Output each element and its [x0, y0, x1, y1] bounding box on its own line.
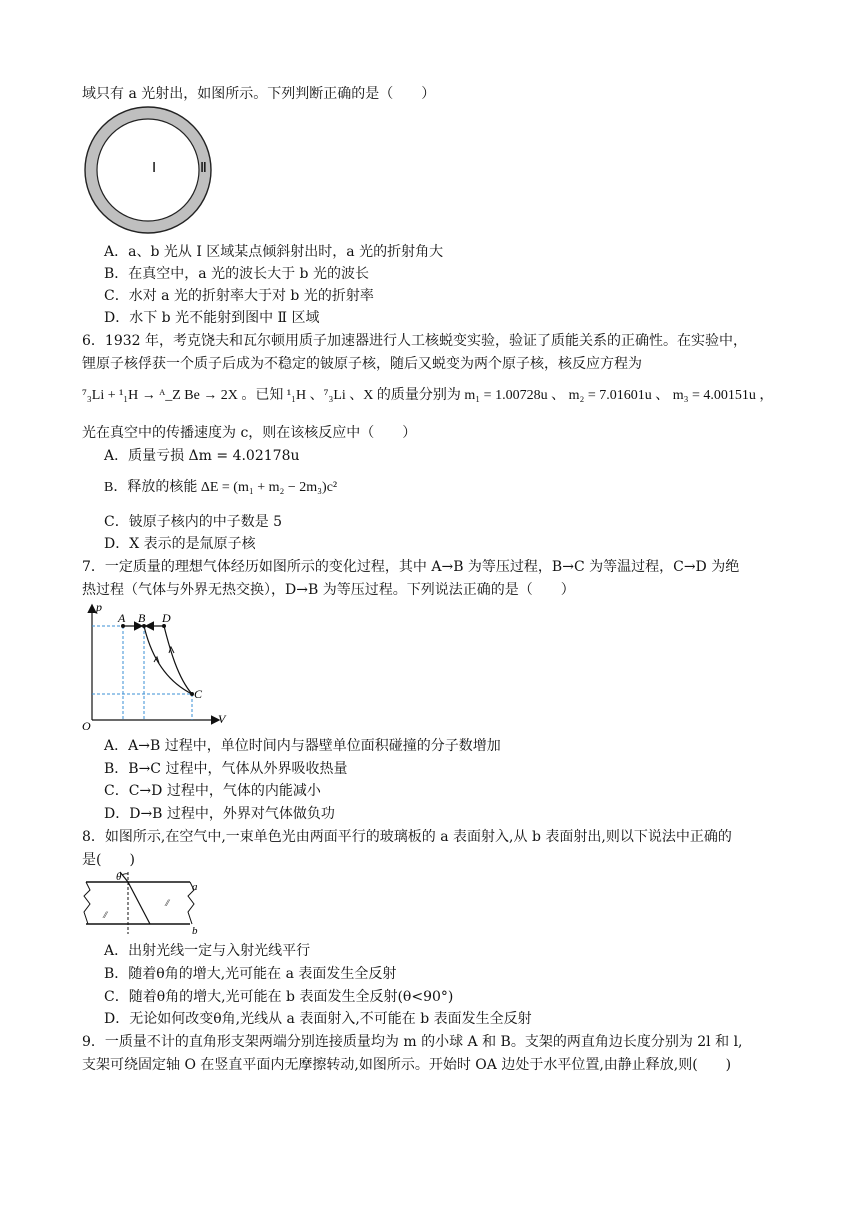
- q9-stem-line-2: 支架可绕固定轴 O 在竖直平面内无摩擦转动,如图所示。开始时 OA 边处于水平位置,由静止释放,则( ): [82, 1057, 732, 1073]
- question-5-stem-tail: 域只有 a 光射出，如图所示。下列判断正确的是（ ）: [82, 86, 436, 102]
- q5-option-a: A．a、b 光从 Ⅰ 区域某点倾斜射出时，a 光的折射角大: [104, 244, 444, 260]
- p-axis-label: p: [96, 600, 102, 614]
- label-region-i: Ⅰ: [152, 161, 157, 176]
- q7-option-a: A．A→B 过程中，单位时间内与器壁单位面积碰撞的分子数增加: [104, 738, 501, 754]
- q5-option-d: D．水下 b 光不能射到图中 Ⅱ 区域: [104, 310, 320, 326]
- process-c-d: [164, 626, 192, 694]
- label-a-surface: a: [192, 881, 198, 893]
- hatch-mark-2: ⁄⁄: [166, 899, 169, 908]
- q6-stem-line-2: 锂原子核俘获一个质子后成为不稳定的铍原子核，随后又蜕变为两个原子核，核反应方程为: [82, 356, 642, 372]
- left-break: [84, 882, 90, 924]
- q5-option-c: C．水对 a 光的折射率大于对 b 光的折射率: [104, 288, 374, 304]
- q5-option-b: B．在真空中，a 光的波长大于 b 光的波长: [104, 266, 369, 282]
- q7-stem-line-2: 热过程（气体与外界无热交换），D→B 为等压过程。下列说法正确的是（ ）: [82, 582, 575, 598]
- q6-option-c: C．铍原子核内的中子数是 5: [104, 514, 283, 530]
- q8-option-c: C．随着θ角的增大,光可能在 b 表面发生全反射(θ<90°): [104, 989, 454, 1005]
- glass-slab-figure: [80, 870, 205, 938]
- q6-option-b: B．释放的核能 ΔE = (m₁ + m₂ − 2m₃)c²: [104, 480, 338, 495]
- origin-label: O: [82, 719, 91, 730]
- inner-region-i: [97, 119, 199, 221]
- q8-option-a: A．出射光线一定与入射光线平行: [104, 943, 311, 959]
- theta-label: θ: [116, 871, 122, 883]
- q9-stem-line-1: 9．一质量不计的直角形支架两端分别连接质量均为 m 的小球 A 和 B。支架的两直角边长度分别为 2l 和 l,: [82, 1034, 743, 1050]
- q7-stem-line-1: 7．一定质量的理想气体经历如图所示的变化过程，其中 A→B 为等压过程，B→C 为等温过程，C→D 为绝: [82, 559, 740, 575]
- q7-option-d: D．D→B 过程中，外界对气体做负功: [104, 806, 335, 822]
- q7-option-c: C．C→D 过程中，气体的内能减小: [104, 783, 321, 799]
- q8-option-b: B．随着θ角的增大,光可能在 a 表面发生全反射: [104, 966, 397, 982]
- q6-equation-line: ⁷₃Li + ¹₁H → ᴬ_Z Be → 2X 。已知 ¹₁H 、⁷₃Li 、X 的质量分别为 m₁ = 1.00728u 、 m₂ = 7.01601u 、 m₃ = 4.00151u ，: [82, 388, 774, 403]
- q6-stem-line-4: 光在真空中的传播速度为 c，则在该核反应中（ ）: [82, 425, 417, 441]
- ring-figure: [82, 105, 222, 235]
- pv-diagram: [80, 600, 230, 730]
- label-b-surface: b: [192, 925, 198, 937]
- hatch-mark-1: ⁄⁄: [104, 911, 107, 920]
- q7-option-b: B．B→C 过程中，气体从外界吸收热量: [104, 761, 348, 777]
- q8-stem-line-1: 8．如图所示,在空气中,一束单色光由两面平行的玻璃板的 a 表面射入,从 b 表面射出,则以下说法中正确的: [82, 829, 732, 845]
- q8-option-d: D．无论如何改变θ角,光线从 a 表面射入,不可能在 b 表面发生全反射: [104, 1011, 532, 1027]
- label-c: C: [194, 687, 203, 701]
- theta-arc: [122, 874, 128, 875]
- guide-lines: [92, 626, 192, 720]
- label-region-ii: Ⅱ: [200, 161, 207, 176]
- q6-option-d: D．X 表示的是氚原子核: [104, 536, 256, 552]
- label-d: D: [162, 611, 171, 625]
- q8-stem-line-2: 是( ): [82, 852, 135, 868]
- label-a: A: [118, 611, 126, 625]
- v-axis-label: V: [218, 712, 226, 726]
- q6-stem-line-1: 6．1932 年，考克饶夫和瓦尔顿用质子加速器进行人工核蜕变实验，验证了质能关系的正确性。在实验中，: [82, 333, 747, 349]
- q6-option-a: A．质量亏损 Δm = 4.02178u: [104, 448, 300, 464]
- refracted-ray: [128, 882, 150, 924]
- label-b: B: [138, 611, 146, 625]
